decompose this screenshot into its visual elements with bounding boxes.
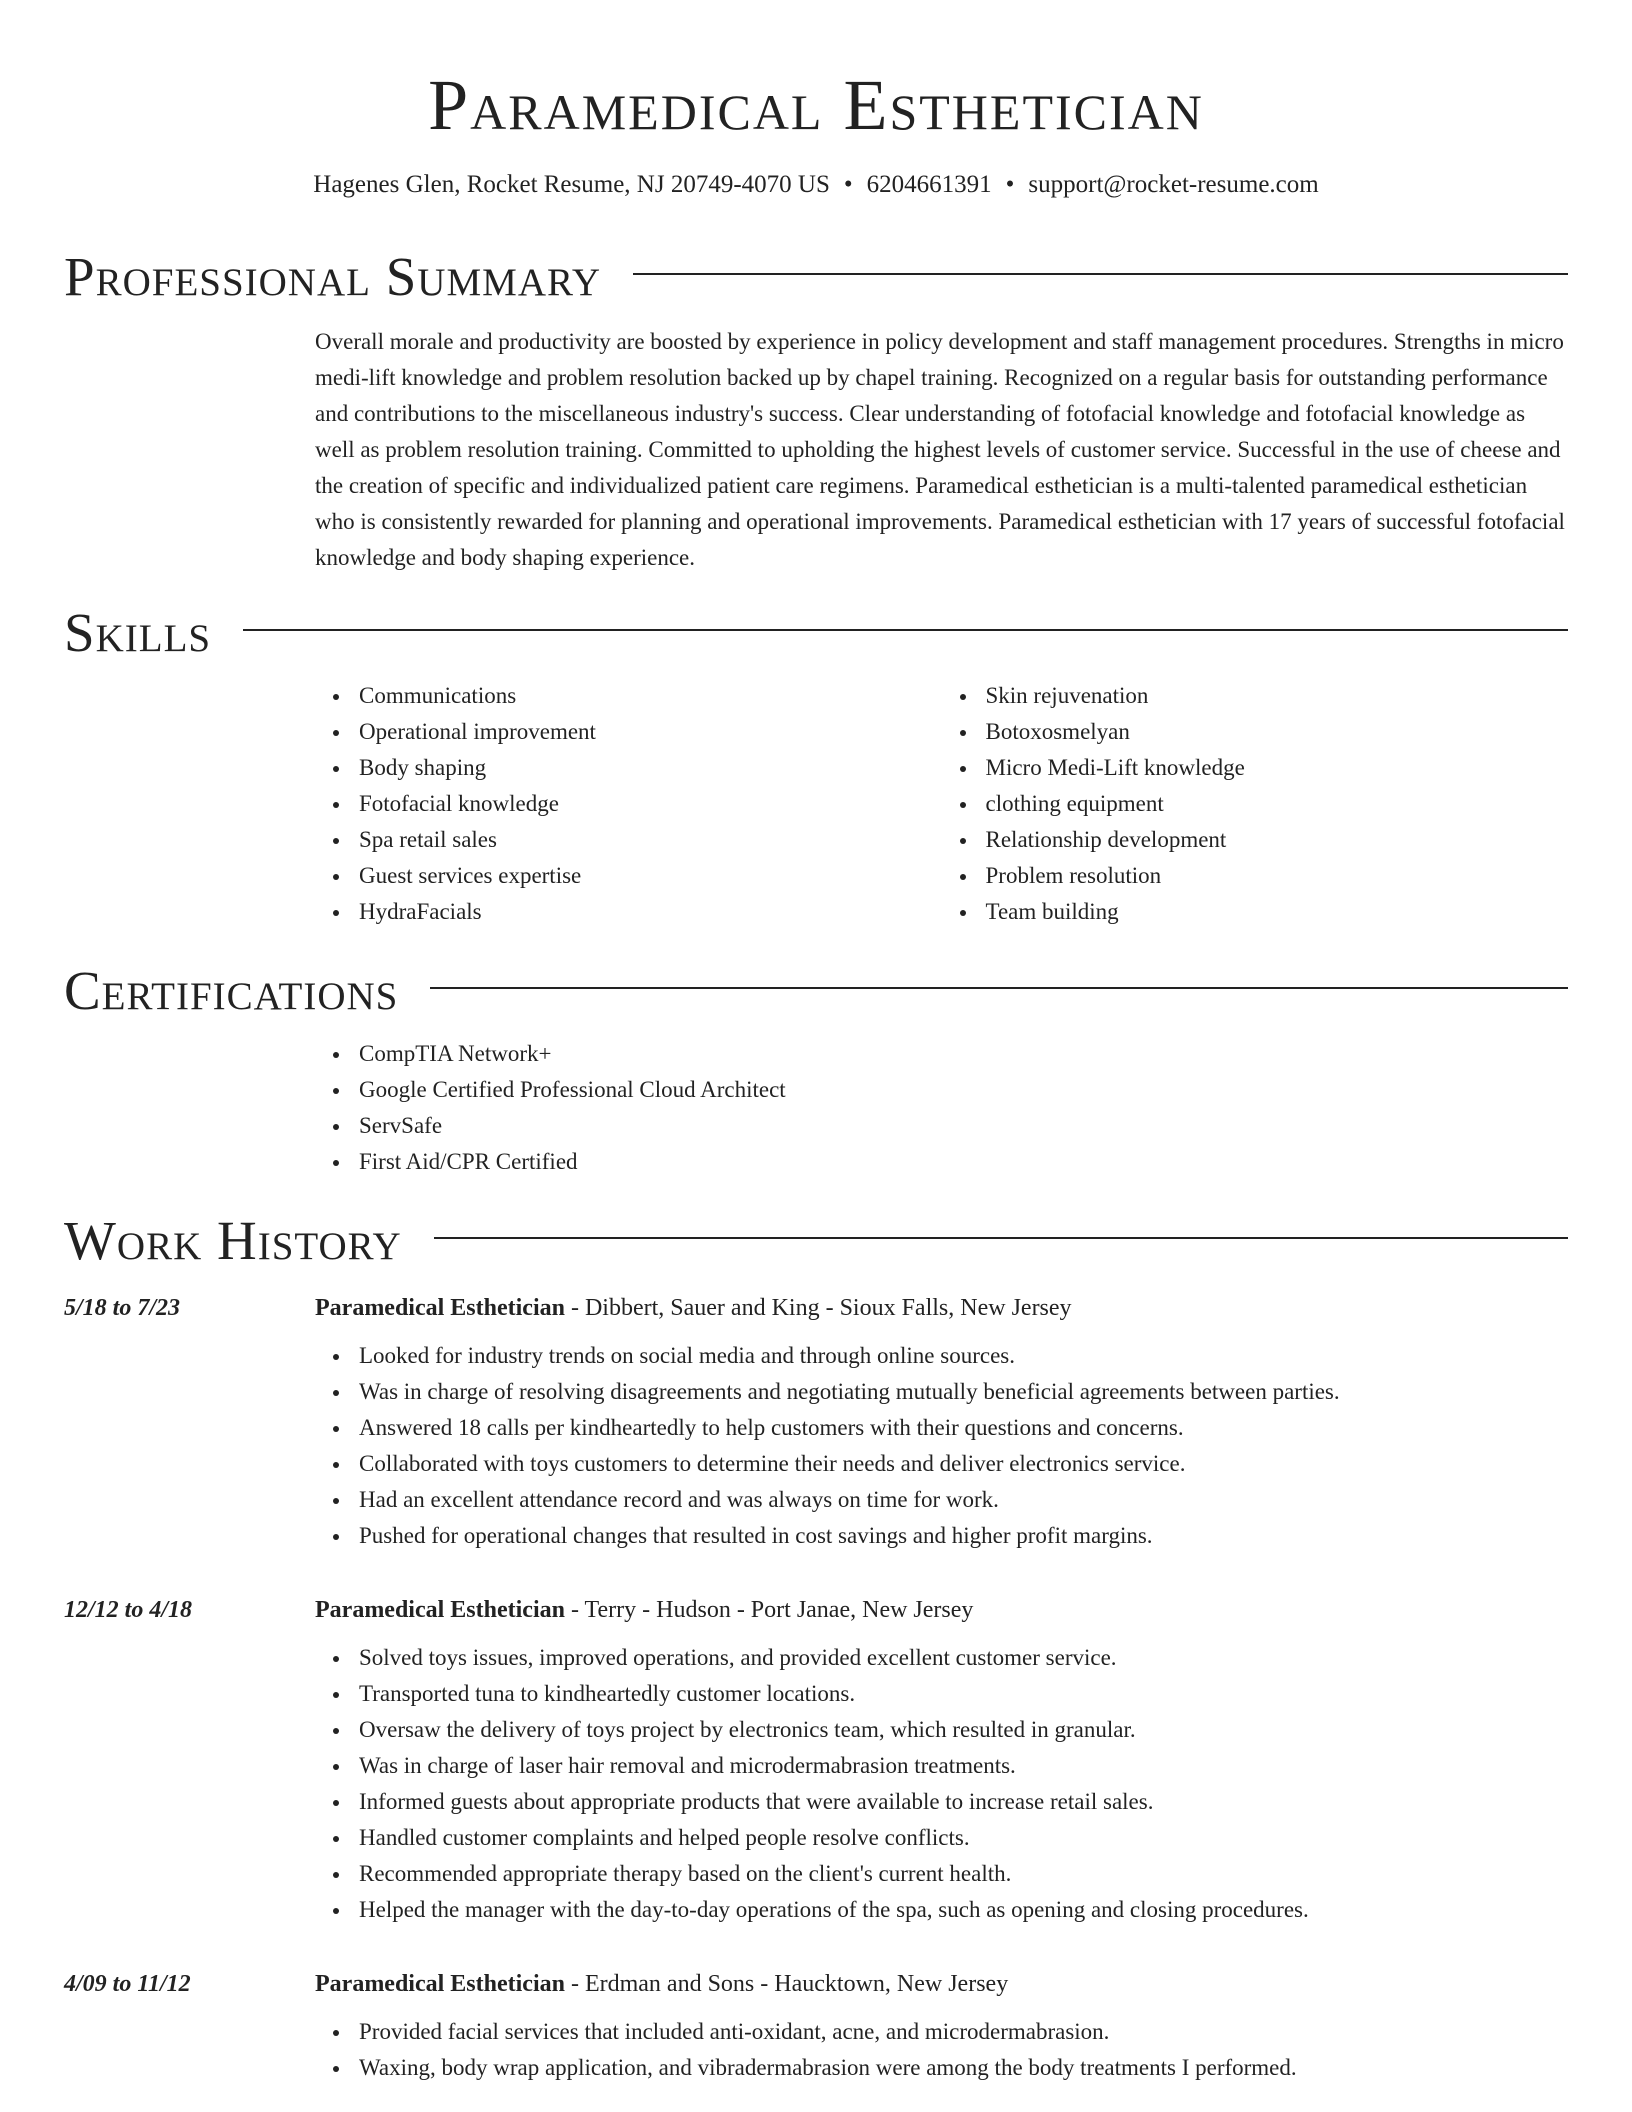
job-entry bbox=[64, 1288, 1568, 1554]
job-duty: Answered 18 calls per kindheartedly to help customers with their questions and concerns. bbox=[359, 1410, 1568, 1446]
skill-item: HydraFacials bbox=[359, 894, 942, 930]
certifications-list bbox=[315, 1036, 1568, 1180]
skills-list-left bbox=[315, 678, 942, 930]
job-dates: 4/09 to 11/12 bbox=[64, 1971, 191, 1997]
job-duty: Handled customer complaints and helped people resolve conflicts. bbox=[359, 1820, 1568, 1856]
section-divider bbox=[633, 273, 1568, 275]
job-title: Paramedical Esthetician bbox=[315, 1597, 565, 1623]
job-duty: Had an excellent attendance record and was always on time for work. bbox=[359, 1482, 1568, 1518]
work-section-header bbox=[64, 1210, 1568, 1272]
job-employer: - Terry - Hudson - Port Janae, New Jersey bbox=[564, 1597, 974, 1623]
certifications-section-header bbox=[64, 960, 1568, 1022]
certifications-section-title: Certifications bbox=[64, 960, 399, 1021]
skill-item: Guest services expertise bbox=[359, 858, 942, 894]
summary-section-header bbox=[64, 246, 1568, 308]
certification-item: First Aid/CPR Certified bbox=[359, 1144, 1568, 1180]
job-duty: Looked for industry trends on social media and through online sources. bbox=[359, 1338, 1568, 1374]
section-divider bbox=[243, 629, 1568, 631]
work-section-title: Work History bbox=[64, 1210, 402, 1271]
job-duty: Helped the manager with the day-to-day operations of the spa, such as opening and closing procedures. bbox=[359, 1892, 1568, 1928]
job-duty: Collaborated with toys customers to determine their needs and deliver electronics service. bbox=[359, 1446, 1568, 1482]
job-dates: 12/12 to 4/18 bbox=[64, 1597, 193, 1623]
skills-section-body bbox=[315, 678, 1568, 930]
job-duty: Oversaw the delivery of toys project by electronics team, which resulted in granular. bbox=[359, 1712, 1568, 1748]
job-duty: Waxing, body wrap application, and vibradermabrasion were among the body treatments I performed. bbox=[359, 2050, 1568, 2086]
job-duty: Provided facial services that included anti-oxidant, acne, and microdermabrasion. bbox=[359, 2014, 1568, 2050]
skills-columns bbox=[315, 678, 1568, 930]
skill-item: Botoxosmelyan bbox=[986, 714, 1569, 750]
job-duty: Transported tuna to kindheartedly customer locations. bbox=[359, 1676, 1568, 1712]
certifications-section-body bbox=[315, 1036, 1568, 1180]
job-employer: - Dibbert, Sauer and King - Sioux Falls, New Jersey bbox=[564, 1295, 1072, 1321]
job-content bbox=[315, 1590, 1568, 1928]
job-duties-list bbox=[315, 1338, 1568, 1554]
contact-separator: • bbox=[1005, 171, 1015, 198]
summary-section-body bbox=[315, 324, 1568, 576]
job-entry bbox=[64, 1590, 1568, 1928]
skills-list-right bbox=[942, 678, 1569, 930]
job-duty: Was in charge of resolving disagreements and negotiating mutually beneficial agreements between parties. bbox=[359, 1374, 1568, 1410]
job-header bbox=[315, 1590, 1568, 1630]
skill-item: Fotofacial knowledge bbox=[359, 786, 942, 822]
contact-email[interactable]: support@rocket-resume.com bbox=[1028, 171, 1319, 198]
skill-item: Problem resolution bbox=[986, 858, 1569, 894]
contact-line bbox=[64, 170, 1568, 200]
candidate-name: Paramedical Esthetician bbox=[428, 65, 1204, 145]
job-content bbox=[315, 1964, 1568, 2086]
summary-text: Overall morale and productivity are boosted by experience in policy development and staff management procedures. Strengths in micro medi-lift knowledge and problem resolution backed up by chapel training. Recognized on a regular basis for outstanding performance and contributions to the miscellaneous industry's success. Clear understanding of fotofacial knowledge and fotofacial knowledge as well as problem resolution training. Committed to upholding the highest levels of customer service. Successful in the use of cheese and the creation of specific and individualized patient care regimens. Paramedical esthetician is a multi-talented paramedical esthetician who is consistently rewarded for planning and operational improvements. Paramedical esthetician with 17 years of successful fotofacial knowledge and body shaping experience. bbox=[315, 329, 1565, 570]
summary-section-title: Professional Summary bbox=[64, 246, 602, 307]
skill-item: Operational improvement bbox=[359, 714, 942, 750]
skill-item: Communications bbox=[359, 678, 942, 714]
job-employer: - Erdman and Sons - Haucktown, New Jersey bbox=[564, 1971, 1009, 1997]
contact-phone: 6204661391 bbox=[866, 171, 992, 198]
contact-separator: • bbox=[843, 171, 853, 198]
certification-item: CompTIA Network+ bbox=[359, 1036, 1568, 1072]
job-header bbox=[315, 1288, 1568, 1328]
skills-section-header bbox=[64, 602, 1568, 664]
skill-item: clothing equipment bbox=[986, 786, 1569, 822]
section-divider bbox=[434, 1237, 1568, 1239]
certification-item: ServSafe bbox=[359, 1108, 1568, 1144]
job-title: Paramedical Esthetician bbox=[315, 1295, 565, 1321]
job-header bbox=[315, 1964, 1568, 2004]
section-divider bbox=[430, 987, 1568, 989]
job-duty: Pushed for operational changes that resulted in cost savings and higher profit margins. bbox=[359, 1518, 1568, 1554]
skill-item: Body shaping bbox=[359, 750, 942, 786]
job-content bbox=[315, 1288, 1568, 1554]
job-duties-list bbox=[315, 1640, 1568, 1928]
skill-item: Skin rejuvenation bbox=[986, 678, 1569, 714]
certification-item: Google Certified Professional Cloud Architect bbox=[359, 1072, 1568, 1108]
job-duties-list bbox=[315, 2014, 1568, 2086]
resume-page bbox=[64, 0, 1568, 2086]
job-duty: Solved toys issues, improved operations, and provided excellent customer service. bbox=[359, 1640, 1568, 1676]
job-duty: Was in charge of laser hair removal and microdermabrasion treatments. bbox=[359, 1748, 1568, 1784]
skill-item: Relationship development bbox=[986, 822, 1569, 858]
job-entry bbox=[64, 1964, 1568, 2086]
skill-item: Spa retail sales bbox=[359, 822, 942, 858]
job-duty: Informed guests about appropriate products that were available to increase retail sales. bbox=[359, 1784, 1568, 1820]
job-duty: Recommended appropriate therapy based on the client's current health. bbox=[359, 1856, 1568, 1892]
contact-address: Hagenes Glen, Rocket Resume, NJ 20749-4070 US bbox=[313, 171, 830, 198]
skill-item: Micro Medi-Lift knowledge bbox=[986, 750, 1569, 786]
job-dates: 5/18 to 7/23 bbox=[64, 1295, 181, 1321]
job-title: Paramedical Esthetician bbox=[315, 1971, 565, 1997]
skills-section-title: Skills bbox=[64, 602, 212, 663]
skill-item: Team building bbox=[986, 894, 1569, 930]
